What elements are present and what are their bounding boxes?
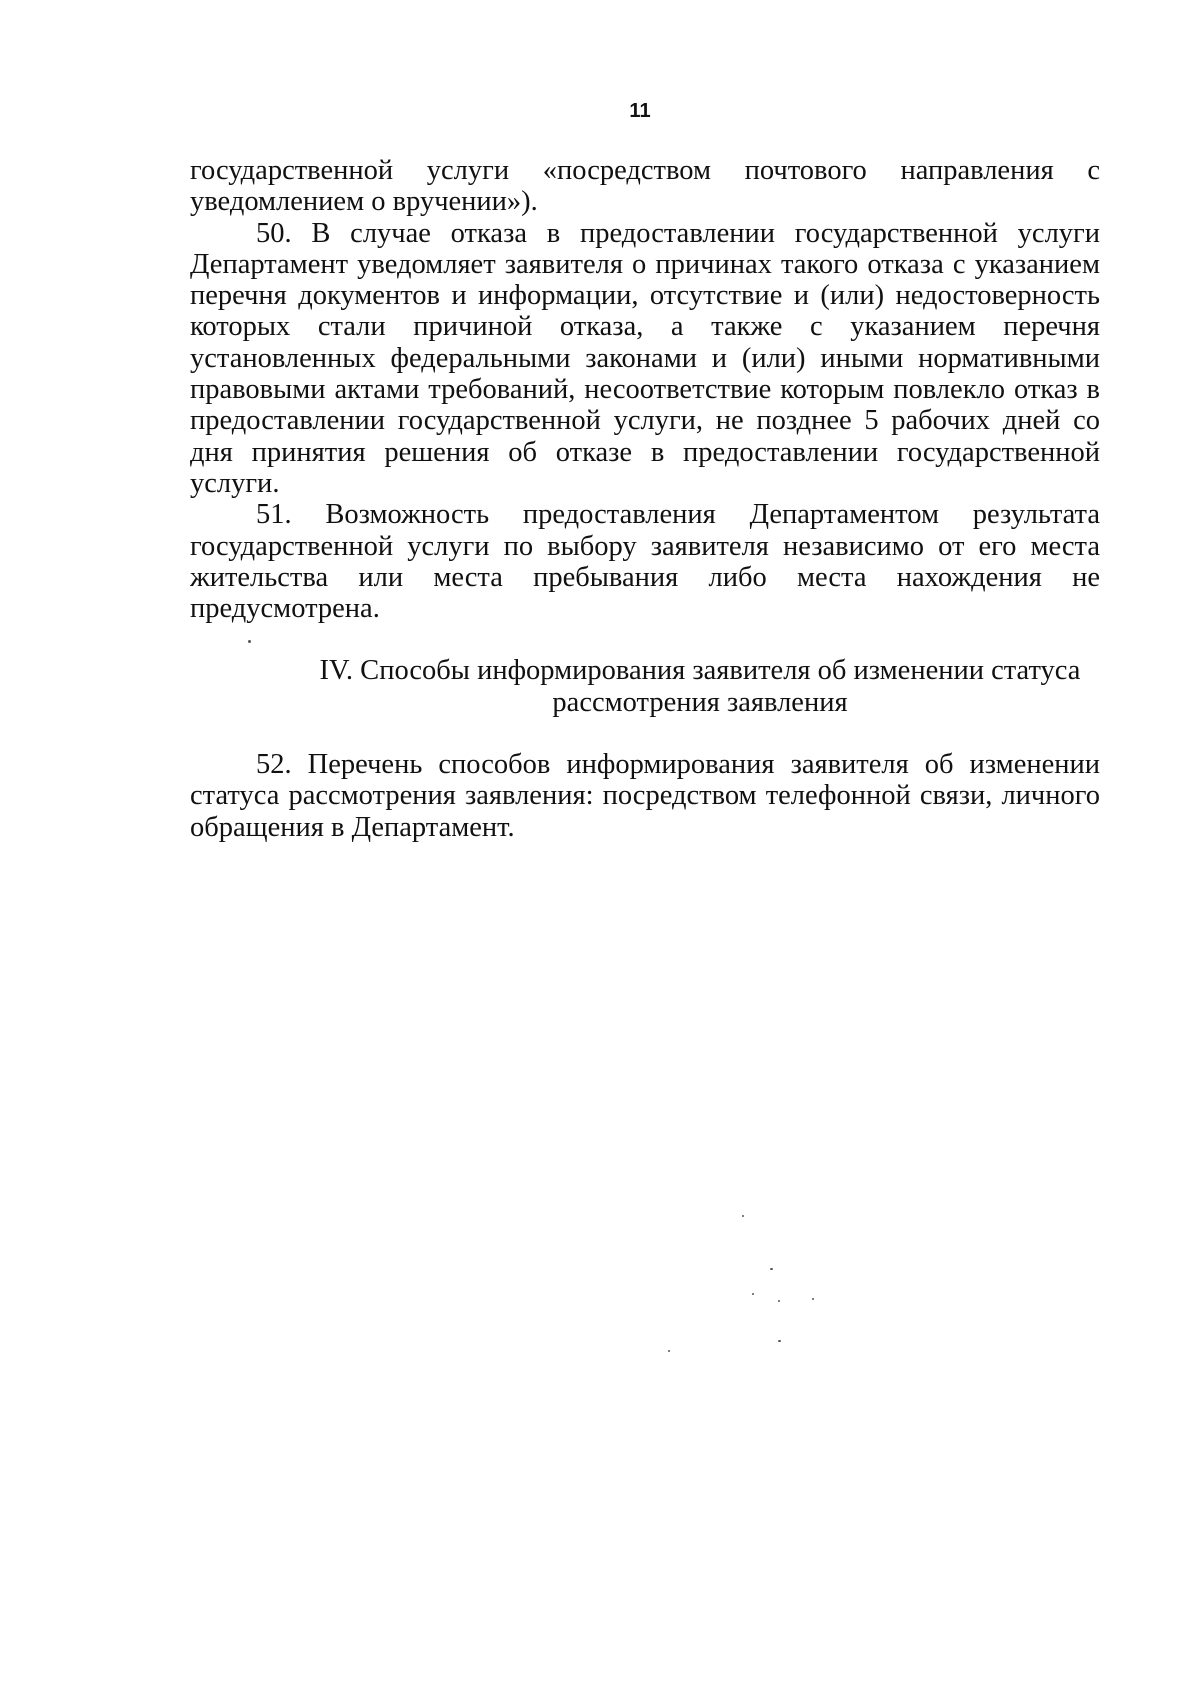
paragraph-continued: государственной услуги «посредством почтового направления с уведомлением о вручении»). xyxy=(190,155,1100,218)
scan-speck xyxy=(812,1298,814,1300)
document-body xyxy=(190,155,1100,843)
scan-speck xyxy=(752,1293,754,1295)
page-number: 11 xyxy=(629,100,651,122)
section-heading-line2: рассмотрения заявления xyxy=(552,686,848,718)
scan-speck xyxy=(778,1340,781,1342)
scan-speck xyxy=(742,1215,744,1217)
section-heading xyxy=(190,655,1100,718)
section-heading-line1: IV. Способы информирования заявителя об изменении статуса xyxy=(319,655,1081,687)
scan-speck xyxy=(770,1268,773,1270)
scan-speck xyxy=(248,640,251,643)
paragraph-51: 51. Возможность предоставления Департаментом результата государственной услуги по выбору заявителя независимо от его места жительства или места пребывания либо места нахождения не предусмотрена. xyxy=(190,499,1100,625)
paragraph-50: 50. В случае отказа в предоставлении государственной услуги Департамент уведомляет заявителя о причинах такого отказа с указанием перечня документов и информации, отсутствие и (или) недостоверность которых стали причиной отказа, а также с указанием перечня установленных федеральными законами и (или) иными нормативными правовыми актами требований, несоответствие которым повлекло отказ в предоставлении государственной услуги, не позднее 5 рабочих дней со дня принятия решения об отказе в предоставлении государственной услуги. xyxy=(190,217,1100,499)
scan-speck xyxy=(668,1350,670,1352)
scan-speck xyxy=(778,1300,780,1302)
paragraph-52: 52. Перечень способов информирования заявителя об изменении статуса рассмотрения заявления: посредством телефонной связи, личного обращения в Департамент. xyxy=(190,749,1100,843)
